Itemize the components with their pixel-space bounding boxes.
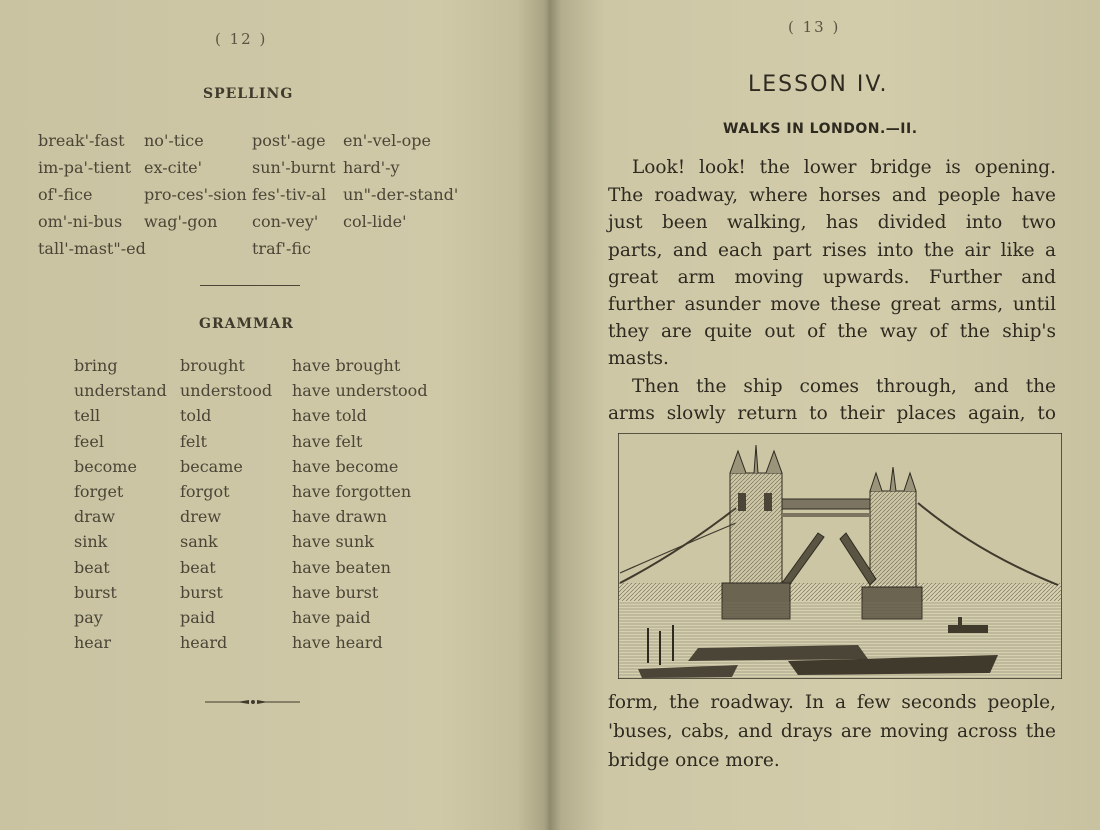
spelling-word: wag'-gon (144, 212, 218, 231)
spelling-word: post'-age (252, 131, 326, 150)
grammar-cell: understand (74, 381, 167, 401)
grammar-cell: paid (180, 608, 216, 627)
spelling-word: col-lide' (343, 212, 407, 231)
grammar-cell: tell (74, 406, 101, 426)
left-page (0, 0, 535, 830)
grammar-cell: burst (74, 582, 117, 602)
grammar-cell: heard (180, 633, 228, 653)
spelling-word: no'-tice (144, 131, 204, 150)
grammar-cell: have sunk (292, 532, 374, 552)
grammar-heading: GRAMMAR (199, 316, 294, 332)
spelling-word: sun'-burnt (252, 158, 336, 177)
grammar-cell: hear (74, 633, 111, 653)
body-line: Then the ship comes through, and the (632, 376, 1056, 397)
body-line: 'buses, cabs, and drays are moving across the (608, 721, 1056, 742)
grammar-cell: have understood (292, 381, 428, 401)
body-line: further asunder move these great arms, until (608, 294, 1056, 315)
body-line: The roadway, where horses and people have (608, 185, 1056, 206)
grammar-cell: burst (180, 582, 223, 602)
body-line: they are quite out of the way of the ship's (608, 321, 1056, 342)
spelling-word: fes'-tiv-al (252, 185, 327, 204)
grammar-cell: forgot (180, 482, 230, 501)
grammar-cell: have told (292, 406, 367, 426)
grammar-cell: have become (292, 456, 399, 476)
grammar-cell: pay (74, 608, 103, 627)
grammar-cell: understood (180, 381, 273, 401)
body-line: arms slowly return to their places again, to (608, 403, 1056, 424)
grammar-cell: feel (74, 431, 104, 451)
spelling-word: en'-vel-ope (343, 131, 431, 150)
grammar-cell: told (180, 406, 212, 426)
grammar-cell: became (180, 456, 243, 476)
spelling-word: un"-der-stand' (343, 185, 459, 204)
grammar-cell: have paid (292, 608, 371, 627)
section-divider (200, 285, 300, 286)
grammar-cell: sank (180, 532, 218, 552)
spelling-word: ex-cite' (144, 158, 202, 177)
body-line: parts, and each part rises into the air like a (608, 240, 1056, 261)
grammar-cell: beat (74, 557, 110, 577)
body-line: bridge once more. (608, 750, 780, 771)
body-line: masts. (608, 348, 669, 369)
body-line: form, the roadway. In a few seconds people, (608, 692, 1056, 713)
spelling-heading: SPELLING (203, 86, 294, 102)
spelling-word: om'-ni-bus (38, 212, 123, 231)
grammar-cell: beat (180, 557, 216, 577)
grammar-cell: have felt (292, 431, 363, 451)
lesson-subtitle: WALKS IN LONDON.—II. (723, 121, 918, 137)
spelling-word: traf'-fic (252, 239, 311, 258)
grammar-cell: draw (74, 507, 116, 527)
spelling-word: pro-ces'-sion (144, 185, 247, 204)
spelling-word: hard'-y (343, 158, 400, 177)
grammar-cell: have forgotten (292, 482, 412, 501)
grammar-cell: bring (74, 356, 118, 375)
grammar-cell: brought (180, 356, 245, 375)
page-number-right: ( 13 ) (788, 18, 841, 36)
spelling-word: of'-fice (38, 185, 93, 204)
grammar-cell: have brought (292, 356, 401, 375)
spelling-word: break'-fast (38, 131, 125, 150)
grammar-cell: have drawn (292, 507, 387, 527)
grammar-cell: felt (180, 431, 207, 451)
lesson-title: LESSON IV. (748, 72, 889, 97)
spelling-word: im-pa'-tient (38, 158, 132, 177)
grammar-cell: have burst (292, 582, 379, 602)
spelling-word: con-vey' (252, 212, 319, 231)
grammar-cell: drew (180, 507, 222, 527)
body-line: great arm moving upwards. Further and (608, 267, 1056, 288)
grammar-cell: have beaten (292, 557, 391, 577)
grammar-cell: sink (74, 532, 108, 552)
spelling-word: tall'-mast"-ed (38, 239, 146, 258)
grammar-cell: become (74, 456, 137, 476)
grammar-cell: forget (74, 482, 124, 501)
right-page (540, 0, 1100, 830)
page-number-left: ( 12 ) (215, 30, 268, 48)
tower-bridge-illustration (618, 433, 1062, 679)
body-line: Look! look! the lower bridge is opening. (632, 157, 1056, 178)
end-ornament (205, 696, 300, 708)
grammar-cell: have heard (292, 633, 383, 653)
body-line: just been walking, has divided into two (608, 212, 1056, 233)
